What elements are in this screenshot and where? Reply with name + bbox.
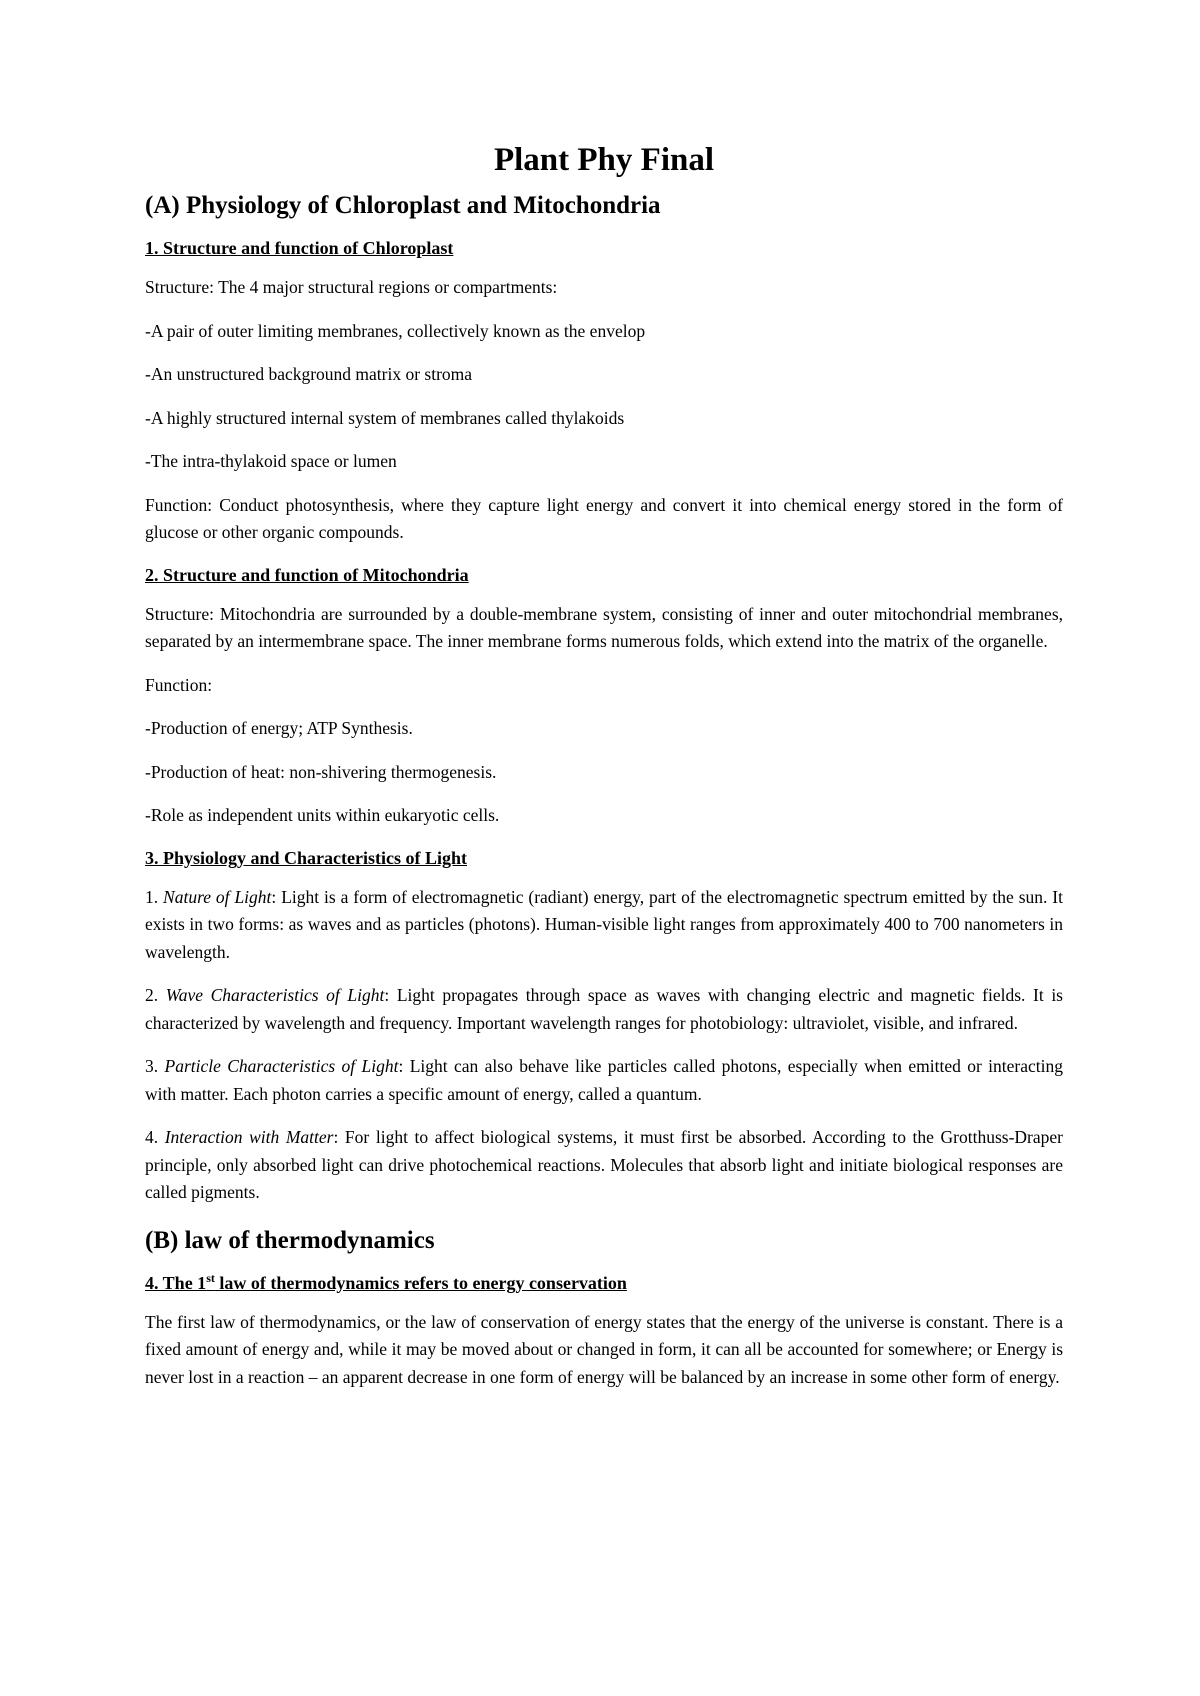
chloroplast-structure-intro: Structure: The 4 major structural regions or compartments: — [145, 277, 558, 297]
chloroplast-function: Function: Conduct photosynthesis, where they capture light energy and convert it into chemical energy stored in the form of glucose or other organic compounds. — [145, 494, 1063, 542]
mitochondria-item-atp: -Production of energy; ATP Synthesis. — [145, 718, 413, 738]
chloroplast-item-lumen: -The intra-thylakoid space or lumen — [145, 451, 397, 471]
light-point-term: Nature of Light — [163, 886, 272, 907]
light-heading: 3. Physiology and Characteristics of Light — [145, 847, 467, 868]
light-point-nature — [145, 884, 1063, 967]
chloroplast-item-thylakoids: -A highly structured internal system of membranes called thylakoids — [145, 407, 625, 428]
light-point-matter — [145, 1124, 1063, 1207]
light-point-text: : For light to affect biological systems, it must first be absorbed. According to the Grotthuss-Draper principle, only absorbed light can drive photochemical reactions. Molecules that absorb light and initiate biological responses are called pigments. — [145, 1127, 1063, 1202]
chloroplast-item-stroma: -An unstructured background matrix or stroma — [145, 364, 473, 384]
first-law-heading-sup: st — [206, 1270, 215, 1285]
first-law-text: The first law of thermodynamics, or the law of conservation of energy states that the energy of the universe is constant. There is a fixed amount of energy and, while it may be moved about or changed in form, it can all be accounted for somewhere; or Energy is never lost in a reaction – an apparent decrease in one form of energy will be balanced by an increase in some other form of energy. — [145, 1311, 1063, 1387]
light-point-text: : Light propagates through space as waves with changing electric and magnetic fields. It is characterized by wavelength and frequency. Important wavelength ranges for photobiology: ultraviolet, visible, and infrared. — [145, 985, 1063, 1033]
first-law-heading-prefix: 4. The 1 — [145, 1272, 207, 1293]
light-point-particle — [145, 1053, 1063, 1108]
light-point-term: Interaction with Matter — [164, 1127, 334, 1147]
light-point-number: 1. — [145, 886, 164, 907]
first-law-heading-suffix: law of thermodynamics refers to energy conservation — [214, 1272, 627, 1293]
first-law-heading — [145, 1271, 1063, 1295]
light-point-term: Wave Characteristics of Light — [165, 985, 385, 1005]
mitochondria-function-label: Function: — [145, 674, 213, 695]
section-b-heading: (B) law of thermodynamics — [145, 1226, 435, 1254]
section-a-heading: (A) Physiology of Chloroplast and Mitochondria — [145, 192, 661, 219]
document-page — [145, 140, 1063, 1407]
mitochondria-item-heat: -Production of heat: non-shivering thermogenesis. — [145, 761, 497, 782]
light-point-term: Particle Characteristics of Light — [164, 1056, 399, 1076]
mitochondria-structure: Structure: Mitochondria are surrounded by a double-membrane system, consisting of inner and outer mitochondrial membranes, separated by an intermembrane space. The inner membrane forms numerous folds, which extend into the matrix of the organelle. — [145, 603, 1063, 651]
light-point-text: : Light is a form of electromagnetic (radiant) energy, part of the electromagnetic spectrum emitted by the sun. It exists in two forms: as waves and as particles (photons). Human-visible light ranges from approximately 400 to 700 nanometers in wavelength. — [145, 886, 1064, 962]
chloroplast-item-envelop: -A pair of outer limiting membranes, collectively known as the envelop — [145, 320, 646, 341]
document-title: Plant Phy Final — [493, 142, 715, 178]
mitochondria-heading: 2. Structure and function of Mitochondria — [145, 564, 469, 585]
light-point-number: 4. — [145, 1127, 165, 1147]
chloroplast-heading: 1. Structure and function of Chloroplast — [145, 238, 454, 258]
light-point-wave — [145, 982, 1063, 1037]
light-point-number: 2. — [145, 985, 166, 1005]
mitochondria-item-units: -Role as independent units within eukaryotic cells. — [145, 805, 500, 825]
light-point-text: : Light can also behave like particles called photons, especially when emitted or interacting with matter. Each photon carries a specific amount of energy, called a quantum. — [145, 1056, 1064, 1104]
light-point-number: 3. — [145, 1056, 165, 1076]
